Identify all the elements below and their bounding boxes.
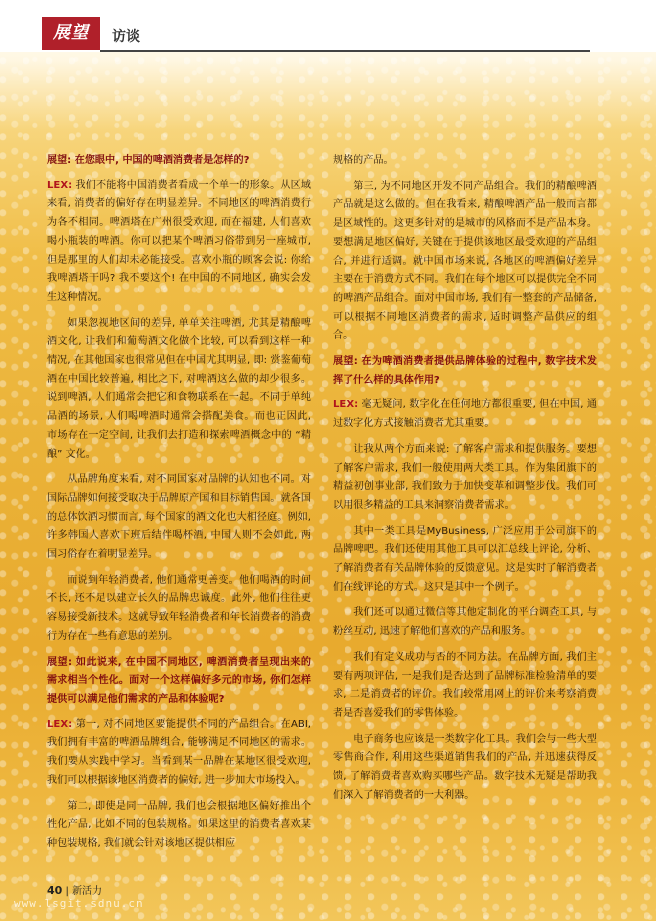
answer-1-text: 我们不能将中国消费者看成一个单一的形象。从区域来看, 消费者的偏好存在明显差异。不同地区的啤酒消费行为各不相同。啤酒塔在广州很受欢迎, 而在福建, 人们喜欢喝小瓶装的啤酒。你可以把某个啤酒习俗带到另一座城市, 但是那里的人们却未必能接受。喜欢小瓶的顾客会说: 你给我啤酒塔干吗? 我不要这个! 在中国的不同地区, 确实会发生这种情况。 (47, 179, 311, 303)
paragraph: 其中一类工具是MyBusiness, 广泛应用于公司旗下的品牌啤吧。我们还使用其他工具可以汇总线上评论, 分析、了解消费者有关品牌体验的反馈意见。这是实时了解消费者们在线评论的方式。这只是其中一个例子。 (333, 525, 597, 593)
right-column (333, 152, 597, 813)
section-label: 访谈 (112, 29, 140, 45)
answer-1 (47, 177, 311, 308)
paragraph: 而说到年轻消费者, 他们通常更善变。他们喝酒的时间不长, 还不足以建立长久的品牌忠诚度。此外, 他们往往更容易接受新技术。这就导致年轻消费者和年长消费者的消费行为存在一些有意思的差别。 (47, 574, 311, 642)
answer-2-text: 第一, 对不同地区要能提供不同的产品组合。在ABI, 我们拥有丰富的啤酒品牌组合, 能够满足不同地区的需求。我们要从实践中学习。当看到某一品牌在某地区很受欢迎, 我们可以根据该地区消费者的偏好, 进一步加大市场投入。 (47, 718, 311, 786)
paragraph: 第三, 为不同地区开发不同产品组合。我们的精酿啤酒产品就是这么做的。但在我看来, 精酿啤酒产品一般而言都是区域性的。这更多针对的是城市的风格而不是产品本身。要想满足地区偏好, 关键在于提供该地区最受欢迎的产品组合, 并进行适调。就中国市场来说, 各地区的啤酒偏好差异主要在于消费方式不同。我们在每个地区可以提供完全不同的啤酒产品组合。面对中国市场, 我们有一整套的产品储备, 可以根据不同地区消费者的需求, 适时调整产品供应的组合。 (333, 180, 597, 342)
magazine-name: 新活力 (72, 886, 103, 897)
page-footer (47, 882, 102, 897)
left-column (47, 152, 311, 861)
answer-2 (47, 716, 311, 791)
page-header (0, 0, 656, 52)
paragraph: 让我从两个方面来说: 了解客户需求和提供服务。要想了解客户需求, 我们一般使用两大类工具。作为集团旗下的精益初创事业部, 我们致力于加快变革和调整步伐。我们可以用很多精益的工具来洞察消费者需求。 (333, 443, 597, 511)
paragraph: 如果忽视地区间的差异, 单单关注啤酒, 尤其是精酿啤酒文化, 让我们和葡萄酒文化做个比较, 可以看到这样一种情况, 在其他国家也很常见但在中国尤其明显, 即: 赏鉴葡萄酒在中国比较普遍, 相比之下, 对啤酒这么做的却少很多。说到啤酒, 人们通常会把它和食物联系在一起。不同于单纯品酒的场景, 人们喝啤酒时通常会搭配美食。而也正因此, 市场存在一定空间, 让我们去打造和探索啤酒概念中的 “精酿” 文化。 (47, 317, 311, 460)
speaker-label: LEX: (333, 399, 359, 411)
speaker-label: LEX: (47, 179, 73, 191)
paragraph: 我们还可以通过微信等其他定制化的平台调查工具, 与粉丝互动, 迅速了解他们喜欢的产品和服务。 (333, 607, 597, 638)
paragraph: 第二, 即使是同一品牌, 我们也会根据地区偏好推出个性化产品, 比如不同的包装规格。如果这里的消费者喜欢某种包装规格, 我们就会针对该地区提供相应 (47, 800, 311, 849)
answer-3-text: 毫无疑问, 数字化在任何地方都很重要, 但在中国, 通过数字化方式接触消费者尤其重要。 (333, 399, 597, 430)
paragraph: 我们有定义成功与否的不同方法。在品牌方面, 我们主要有两项评估, 一是我们是否达到了品牌标准检验清单的要求, 二是消费者的评价。我们较常用网上的评价来考察消费者是否喜爱我们的零售体验。 (333, 651, 597, 719)
question-2: 展望: 如此说来, 在中国不同地区, 啤酒消费者呈现出来的需求相当个性化。面对一个这样偏好多元的市场, 你们怎样提供可以满足他们需求的产品和体验呢? (47, 656, 311, 705)
page-number: 40 (47, 884, 63, 897)
speaker-label: LEX: (47, 718, 73, 730)
question-1: 展望: 在您眼中, 中国的啤酒消费者是怎样的? (47, 155, 250, 166)
footer-separator: | (65, 886, 69, 897)
paragraph: 电子商务也应该是一类数字化工具。我们会与一些大型零售商合作, 利用这些渠道销售我们的产品, 并迅速获得反馈, 了解消费者喜欢购买哪些产品。数字技术无疑是帮助我们深入了解消费者的一大利器。 (333, 733, 597, 801)
answer-3 (333, 396, 597, 433)
watermark: www.lsgit.sdnu.cn (14, 897, 144, 910)
paragraph-continuation: 规格的产品。 (333, 155, 394, 166)
question-3: 展望: 在为啤酒消费者提供品牌体验的过程中, 数字技术发挥了什么样的具体作用? (333, 356, 597, 386)
brand-logo: 展望 (42, 17, 100, 50)
header-divider (100, 50, 590, 52)
paragraph: 从品牌角度来看, 对不同国家对品牌的认知也不同。对国际品牌如何接受取决于品牌原产国和目标销售国。就各国的总体饮酒习惯而言, 每个国家的酒文化也大相径庭。例如, 许多韩国人喜欢下班后结伴喝杯酒, 中国人则不会如此, 两国习俗存在着明显差异。 (47, 474, 311, 561)
